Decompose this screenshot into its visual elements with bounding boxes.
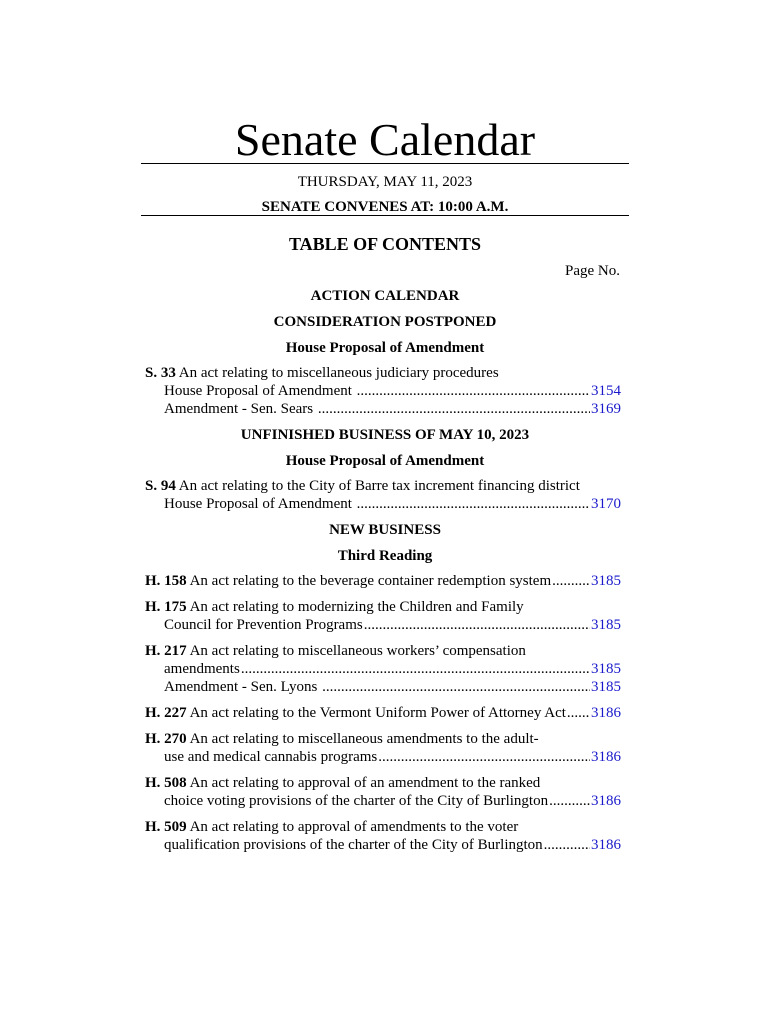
dot-leader [552, 572, 590, 590]
header-rule [141, 215, 629, 216]
heading-house-proposal: House Proposal of Amendment [285, 340, 485, 356]
entry-line [145, 495, 621, 513]
toc-entry-h509 [145, 818, 621, 854]
entry-line [145, 400, 621, 418]
entry-line [145, 704, 621, 722]
entry-subitem: House Proposal of Amendment [164, 383, 356, 399]
page-link[interactable]: 3185 [591, 661, 621, 677]
entry-line [145, 572, 621, 590]
dot-leader [357, 382, 590, 400]
document-title: Senate Calendar [234, 114, 536, 165]
page-link[interactable]: 3170 [591, 496, 621, 512]
toc-entry-h227 [145, 704, 621, 722]
bill-description: An act relating to miscellaneous workers’ compensation [186, 643, 526, 659]
entry-subitem: Amendment - Sen. Sears [164, 401, 317, 417]
page-link[interactable]: 3186 [591, 837, 621, 853]
entry-line [145, 678, 621, 696]
page-link[interactable]: 3186 [591, 793, 621, 809]
entry-line [145, 818, 621, 836]
entry-line [145, 660, 621, 678]
page-no-label: Page No. [565, 263, 620, 279]
bill-number: H. 270 [145, 731, 187, 747]
bill-number: H. 509 [145, 819, 187, 835]
toc-entry-s33 [145, 364, 621, 418]
dot-leader [318, 400, 590, 418]
entry-line [145, 382, 621, 400]
bill-description: An act relating to modernizing the Children and Family [186, 599, 524, 615]
bill-number: H. 175 [145, 599, 187, 615]
bill-description: An act relating to miscellaneous amendments to the adult- [186, 731, 539, 747]
heading-third-reading: Third Reading [337, 548, 433, 564]
page-link[interactable]: 3185 [591, 617, 621, 633]
toc-entry-h158 [145, 572, 621, 590]
dot-leader [378, 748, 590, 766]
entry-line [145, 774, 621, 792]
heading-consideration-postponed: CONSIDERATION POSTPONED [273, 314, 497, 330]
bill-number: H. 508 [145, 775, 187, 791]
entry-line [145, 748, 621, 766]
bill-description-cont: amendments [164, 661, 240, 677]
entry-subitem: House Proposal of Amendment [164, 496, 356, 512]
entry-line [145, 477, 621, 495]
heading-new-business: NEW BUSINESS [329, 522, 441, 538]
bill-description-cont: choice voting provisions of the charter of the City of Burlington [164, 793, 549, 809]
bill-description-cont: Council for Prevention Programs [164, 617, 363, 633]
page-link[interactable]: 3154 [591, 383, 621, 399]
entry-line [145, 730, 621, 748]
calendar-date: THURSDAY, MAY 11, 2023 [297, 174, 473, 190]
bill-description: An act relating to the City of Barre tax increment financing district [175, 478, 580, 494]
convenes-time: SENATE CONVENES AT: 10:00 A.M. [261, 199, 509, 215]
dot-leader [322, 678, 590, 696]
entry-line [145, 616, 621, 634]
toc-entry-h175 [145, 598, 621, 634]
toc-entry-h270 [145, 730, 621, 766]
dot-leader [357, 495, 590, 513]
bill-number: S. 33 [145, 365, 176, 381]
entry-subitem: Amendment - Sen. Lyons [164, 679, 322, 695]
toc-entry-h508 [145, 774, 621, 810]
bill-description: An act relating to the beverage container redemption system [186, 573, 552, 589]
page-link[interactable]: 3186 [591, 705, 621, 721]
dot-leader [364, 616, 590, 634]
bill-description-cont: use and medical cannabis programs [164, 749, 378, 765]
heading-house-proposal-2: House Proposal of Amendment [285, 453, 485, 469]
bill-description-cont: qualification provisions of the charter of the City of Burlington [164, 837, 543, 853]
entry-line [145, 598, 621, 616]
entry-line [145, 836, 621, 854]
page-link[interactable]: 3186 [591, 749, 621, 765]
heading-unfinished-business: UNFINISHED BUSINESS OF MAY 10, 2023 [240, 427, 530, 443]
bill-number: S. 94 [145, 478, 176, 494]
bill-number: H. 217 [145, 643, 187, 659]
bill-number: H. 227 [145, 705, 187, 721]
entry-line [145, 792, 621, 810]
dot-leader [549, 792, 590, 810]
bill-description: An act relating to the Vermont Uniform Power of Attorney Act [186, 705, 566, 721]
title-rule [141, 163, 629, 164]
toc-title: TABLE OF CONTENTS [288, 234, 482, 254]
bill-description: An act relating to miscellaneous judiciary procedures [175, 365, 499, 381]
page-link[interactable]: 3185 [591, 679, 621, 695]
dot-leader [241, 660, 590, 678]
page-link[interactable]: 3185 [591, 573, 621, 589]
entry-line [145, 364, 621, 382]
heading-action-calendar: ACTION CALENDAR [310, 288, 460, 304]
toc-entry-h217 [145, 642, 621, 696]
bill-description: An act relating to approval of amendments to the voter [186, 819, 519, 835]
entry-line [145, 642, 621, 660]
toc-entry-s94 [145, 477, 621, 513]
bill-description: An act relating to approval of an amendment to the ranked [186, 775, 541, 791]
page-link[interactable]: 3169 [591, 401, 621, 417]
dot-leader [567, 704, 590, 722]
bill-number: H. 158 [145, 573, 187, 589]
dot-leader [544, 836, 590, 854]
